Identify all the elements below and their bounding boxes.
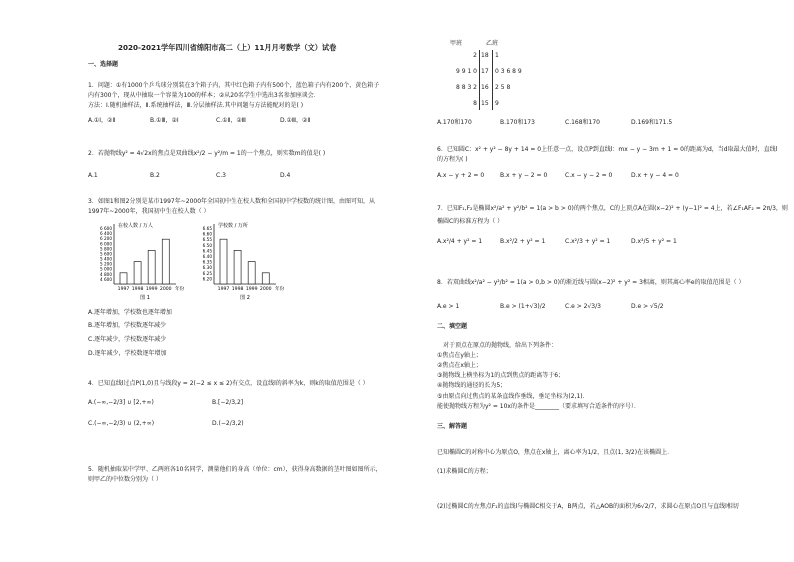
chart-x-tick-label: 1999 xyxy=(145,287,158,292)
q5-option-c[interactable]: C.168和170 xyxy=(565,119,601,126)
q7-line2: 椭圆C的标准方程为（ ） xyxy=(437,218,504,225)
chart-y-tick-label: 6 600 xyxy=(100,226,112,231)
stem-leaf-right-leaves: 0 3 6 8 9 xyxy=(495,68,522,75)
q3-line2: 1997年~2000年，我国初中生在校人数（ ） xyxy=(88,208,210,215)
fill-question: 能使抛物线方程为y² = 10x的条件是________（要求填写合适条件的序号）． xyxy=(437,403,640,410)
chart-y-tick-label: 6.60 xyxy=(202,231,212,237)
stem-leaf-head-left: 甲班 xyxy=(450,40,463,47)
q6-line2: 的方程为( ) xyxy=(437,156,468,163)
chart-x-axis-label: 年份 xyxy=(275,287,285,292)
q3-charts xyxy=(86,218,286,310)
stem-leaf-right-leaves: 2 5 8 xyxy=(495,84,511,91)
answer-part2: (2)过椭圆C的左焦点F₁的直线l与椭圆C相交于A，B两点，若△AOB的面积为6√2/7，求圆心在原点O且与直线l相切 xyxy=(437,503,739,510)
chart-x-tick-label: 1997 xyxy=(117,287,130,292)
q1-option-b[interactable]: B.①Ⅲ，②Ⅰ xyxy=(150,117,179,124)
stem-leaf-left-leaves: 2 xyxy=(473,52,477,59)
chart-x-tick-label: 1997 xyxy=(217,287,230,292)
q4-option-b[interactable]: B.[−2/3,2] xyxy=(212,399,244,406)
q1-option-c[interactable]: C.①Ⅱ，②Ⅲ xyxy=(216,117,246,124)
fill-condition: ④抛物线的通径的长为5； xyxy=(437,382,507,389)
q7-option-b[interactable]: B.x²/2 + y² = 1 xyxy=(500,238,546,245)
chart-bar xyxy=(234,250,241,284)
stem-leaf-divider xyxy=(492,50,493,110)
q8-option-a[interactable]: A.e > 1 xyxy=(437,303,460,310)
stem-leaf-stem: 16 xyxy=(481,84,489,91)
chart-y-tick-label: 6 400 xyxy=(100,231,112,237)
chart-y-tick-label: 6.50 xyxy=(202,242,212,248)
q1-line3: 方法：Ⅰ.随机抽样法，Ⅱ.系统抽样法，Ⅲ.分层抽样法.其中问题与方法能配对的是( ) xyxy=(88,102,304,109)
chart-bar xyxy=(262,273,269,284)
answer-stem: 已知椭圆C的对称中心为原点O，焦点在x轴上，离心率为1/2，且点(1, 3/2)在该椭圆上． xyxy=(437,449,674,456)
fill-condition: ③抛物线上横坐标为1的点到焦点的距离等于6； xyxy=(437,372,565,379)
chart-caption: 图 2 xyxy=(240,295,250,301)
chart-y-tick-label: 6 000 xyxy=(100,241,112,247)
q3-option-b[interactable]: B.逐年增加，学校数逐年减少 xyxy=(88,322,167,329)
chart-bar xyxy=(120,273,127,284)
q5-option-a[interactable]: A.170和170 xyxy=(437,119,472,126)
chart-y-tick-label: 6.45 xyxy=(202,248,212,254)
stem-leaf-right-leaves: 1 xyxy=(495,52,499,59)
q8-option-c[interactable]: C.e > 2√3/3 xyxy=(565,303,601,310)
q5-option-d[interactable]: D.169和171.5 xyxy=(631,119,673,126)
stem-leaf-stem: 17 xyxy=(481,68,489,75)
q3-option-c[interactable]: C.逐年减少，学校数逐年减少 xyxy=(88,336,167,343)
chart-bar xyxy=(220,239,227,284)
stem-leaf-head-right: 乙班 xyxy=(486,40,499,47)
q7-option-c[interactable]: C.x²/3 + y² = 1 xyxy=(565,238,611,245)
exam-title: 2020-2021学年四川省绵阳市高二（上）11月月考数学（文）试卷 xyxy=(118,43,337,52)
q5-option-b[interactable]: B.170和173 xyxy=(500,119,535,126)
chart-y-tick-label: 6.30 xyxy=(202,265,212,271)
chart-bar xyxy=(162,239,169,284)
chart-y-tick-label: 5 000 xyxy=(100,266,112,272)
chart-y-tick-label: 5 800 xyxy=(100,246,112,252)
chart-x-tick-label: 2000 xyxy=(259,287,272,292)
q3-option-d[interactable]: D.逐年减少，学校数逐年增加 xyxy=(88,350,167,357)
stem-leaf-stem: 18 xyxy=(481,52,489,59)
q6-option-b[interactable]: B.x + y − 2 = 0 xyxy=(500,172,548,179)
q1-option-d[interactable]: D.①Ⅲ，②Ⅱ xyxy=(280,117,311,124)
q6-option-c[interactable]: C.x − y − 2 = 0 xyxy=(565,172,613,179)
chart-y-tick-label: 5 200 xyxy=(100,261,112,267)
chart-caption: 图 1 xyxy=(140,295,150,301)
chart-y-tick-label: 6.65 xyxy=(202,226,212,231)
section-heading-choice: 一、选择题 xyxy=(88,61,119,68)
chart-bar xyxy=(248,262,255,284)
q5-line1: 5．随机抽取某中学甲、乙两班各10名同学，测量他们的身高（单位：cm），获得身高数据的茎叶图如图所示， xyxy=(88,466,382,473)
q1-line2: 内有300个，现从中抽取一个容量为100的样本；②从20名学生中选出3名参加座谈会． xyxy=(88,92,320,99)
chart-title: 在校人数 / 万人 xyxy=(118,223,153,229)
chart-y-tick-label: 4 800 xyxy=(100,271,112,277)
chart-bar xyxy=(134,262,141,284)
q6-option-d[interactable]: D.x + y − 4 = 0 xyxy=(631,172,679,179)
q3-line1: 3．如图1和图2分别是某市1997年~2000年全国初中生在校人数和全国初中学校数的统计图，由图可知，从 xyxy=(88,198,376,205)
stem-leaf-left-leaves: 8 8 3 2 xyxy=(456,84,477,91)
chart-title: 学校数 / 万所 xyxy=(218,223,248,229)
chart-y-tick-label: 6.25 xyxy=(202,270,212,276)
stem-leaf-left-leaves: 8 xyxy=(473,100,477,107)
q6-option-a[interactable]: A.x − y + 2 = 0 xyxy=(437,172,485,179)
chart-x-tick-label: 2000 xyxy=(159,287,172,292)
chart-x-axis-label: 年份 xyxy=(175,287,185,292)
chart-y-tick-label: 4 600 xyxy=(100,276,112,282)
chart-y-tick-label: 6.20 xyxy=(202,276,212,282)
stem-leaf-left-leaves: 9 9 1 0 xyxy=(456,68,477,75)
q1-line1: 1．问题：①有1000个乒乓球分别装在3个箱子内，其中红色箱子内有500个，蓝色箱子内有200个，黄色箱子 xyxy=(88,82,380,89)
q2-option-d[interactable]: D.4 xyxy=(280,172,291,179)
chart-x-tick-label: 1998 xyxy=(131,287,144,292)
section-heading-answer: 三、解答题 xyxy=(437,423,468,430)
q8-line1: 8．若双曲线x²/a² − y²/b² = 1(a > 0,b > 0)的渐近线与圆(x−2)² + y² = 3相离，则其离心率e的取值范围是（ ） xyxy=(437,279,745,286)
q7-line1: 7．已知F₁,F₂是椭圆x²/a² + y²/b² = 1(a > b > 0)的两个焦点，C的上顶点A在圆(x−2)² + (y−1)² = 4上，若∠F₁AF₂ = 2π/3，则 xyxy=(437,205,788,212)
stem-leaf-divider xyxy=(479,50,480,110)
q4-option-d[interactable]: D.(−2/3,2) xyxy=(212,420,244,427)
chart-y-tick-label: 5 600 xyxy=(100,251,112,257)
chart-y-tick-label: 5 400 xyxy=(100,256,112,262)
q6-line1: 6．已知圆C：x² + y² − 8y + 14 = 0上任意一点，设点P到直线l：mx − y − 3m + 1 = 0的距离为d，当d取最大值时，直线l xyxy=(437,146,778,153)
q7-option-a[interactable]: A.x²/4 + y² = 1 xyxy=(437,238,483,245)
chart-y-tick-label: 6.40 xyxy=(202,254,212,259)
fill-condition: ⑤由原点向过焦点的某条直线作垂线，垂足坐标为(2,1)． xyxy=(437,393,589,400)
q8-option-b[interactable]: B.e > (1+√3)/2 xyxy=(500,303,546,310)
chart-y-tick-label: 6.35 xyxy=(202,259,212,265)
fill-condition: ②焦点在x轴上； xyxy=(437,362,482,369)
chart-x-tick-label: 1999 xyxy=(245,287,258,292)
q1-option-a[interactable]: A.①Ⅰ，②Ⅱ xyxy=(88,117,116,124)
q8-option-d[interactable]: D.e > √5/2 xyxy=(631,303,664,310)
q2-option-a[interactable]: A.1 xyxy=(88,172,98,179)
q2-line1: 2．若抛物线y² = 4√2x的焦点是双曲线x²/2 − y²/m = 1的一个焦点，则实数m的值是( ) xyxy=(88,150,326,157)
chart-x-tick-label: 1998 xyxy=(231,287,244,292)
chart-y-tick-label: 6 200 xyxy=(100,236,112,242)
q7-option-d[interactable]: D.x²/5 + y² = 1 xyxy=(631,238,677,245)
fill-intro: 对于顶点在原点的抛物线，给出下列条件： xyxy=(443,342,558,349)
q3-option-a[interactable]: A.逐年增加，学校数也逐年增加 xyxy=(88,309,172,316)
chart-y-tick-label: 6.55 xyxy=(202,237,212,243)
answer-part1: (1)求椭圆C的方程； xyxy=(437,468,492,475)
q2-option-c[interactable]: C.3 xyxy=(216,172,226,179)
q4-option-a[interactable]: A.(−∞,−2/3] ∪ [2,+∞) xyxy=(88,399,154,406)
fill-condition: ①焦点在y轴上； xyxy=(437,352,482,359)
chart-bar xyxy=(148,250,155,284)
stem-leaf-stem: 15 xyxy=(481,100,489,107)
section-heading-fill: 二、填空题 xyxy=(437,323,468,330)
q5-line2: 则甲乙的中位数分别为（ ） xyxy=(88,476,162,483)
q4-line1: 4．已知直线l过点P(1,0)且与线段y = 2(−2 ≤ x ≤ 2)有交点，设直线l的斜率为k，则k的取值范围是（ ） xyxy=(88,380,369,387)
q2-option-b[interactable]: B.2 xyxy=(150,172,160,179)
q4-option-c[interactable]: C.(−∞,−2/3) ∪ (2,+∞) xyxy=(88,420,155,427)
stem-leaf-right-leaves: 9 xyxy=(495,100,499,107)
